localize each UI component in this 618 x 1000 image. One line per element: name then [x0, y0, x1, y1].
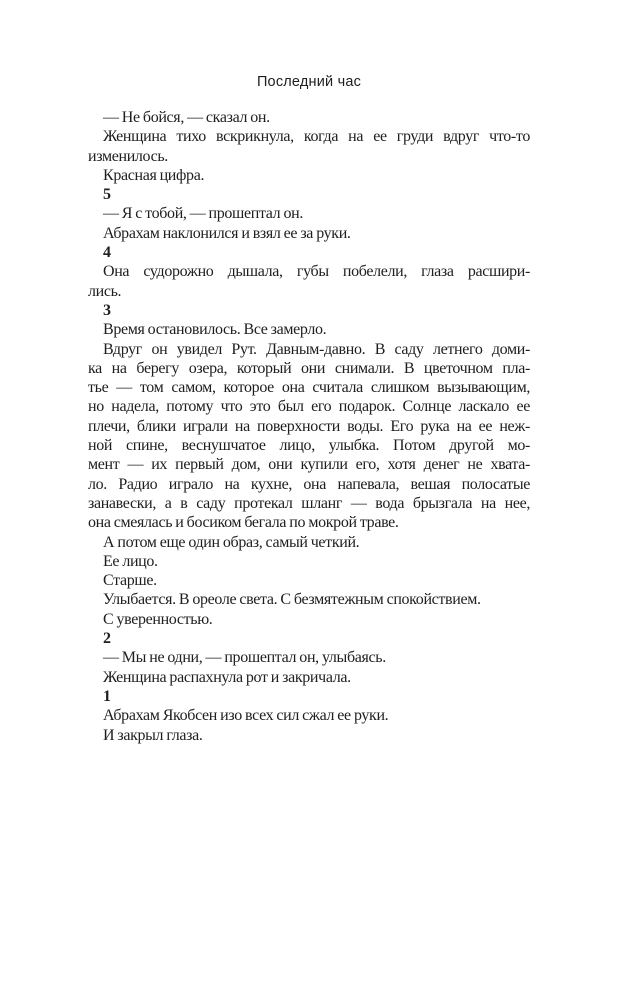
text-line: — Я с тобой, — прошептал он. [103, 205, 303, 223]
paragraph [88, 166, 530, 185]
text-line: 1 [103, 687, 111, 705]
text-line: изменилось. [88, 147, 168, 165]
countdown-number [88, 185, 530, 204]
text-line: Женщина распахнула рот и закричала. [103, 668, 351, 686]
text-line: Время остановилось. Все замерло. [103, 321, 327, 339]
paragraph [88, 204, 530, 223]
countdown-number [88, 301, 530, 320]
text-line: Женщина тихо вскрикнула, когда на ее груди вдруг что-то [103, 128, 530, 146]
text-line: плечи, блики играли на поверхности воды. Его рука на ее неж- [88, 417, 530, 435]
paragraph [88, 127, 530, 166]
paragraph [88, 571, 530, 590]
paragraph [88, 552, 530, 571]
text-line: Ее лицо. [103, 552, 158, 570]
paragraph [88, 224, 530, 243]
text-line: Абрахам Якобсен изо всех сил сжал ее руки. [103, 707, 389, 725]
text-line: ка на берегу озера, который они снимали. В цветочном пла- [88, 359, 530, 377]
paragraph [88, 590, 530, 609]
text-line: 5 [103, 186, 111, 204]
paragraph [88, 726, 530, 745]
text-line: Она судорожно дышала, губы побелели, глаза расшири- [103, 263, 530, 281]
text-line: Абрахам наклонился и взял ее за руки. [103, 224, 351, 242]
paragraph [88, 610, 530, 629]
text-line: 4 [103, 244, 111, 262]
text-line: она смеялась и босиком бегала по мокрой траве. [88, 514, 399, 532]
text-line: ной спине, веснушчатое лицо, улыбка. Потом другой мо- [88, 437, 530, 455]
countdown-number [88, 243, 530, 262]
text-line: Вдруг он увидел Рут. Давным-давно. В саду летнего доми- [103, 340, 530, 358]
running-header: Последний час [256, 74, 362, 90]
text-line: ло. Радио играло на кухне, она напевала, вешая полосатые [88, 475, 530, 493]
paragraph [88, 262, 530, 301]
text-line: — Мы не одни, — прошептал он, улыбаясь. [103, 649, 386, 667]
text-line: — Не бойся, — сказал он. [103, 109, 270, 126]
text-line: Старше. [103, 572, 157, 590]
text-line: С уверенностью. [103, 610, 213, 628]
text-line: Улыбается. В ореоле света. С безмятежным спокойствием. [103, 591, 481, 609]
paragraph [88, 706, 530, 725]
paragraph [88, 533, 530, 552]
page-body [88, 108, 530, 745]
text-line: И закрыл глаза. [103, 726, 203, 744]
text-line: лись. [88, 282, 122, 300]
paragraph [88, 340, 530, 533]
text-line: 2 [103, 630, 111, 648]
countdown-number [88, 687, 530, 706]
paragraph [88, 108, 530, 127]
paragraph [88, 668, 530, 687]
text-line: мент — их первый дом, они купили его, хотя денег не хвата- [88, 456, 530, 474]
text-line: 3 [103, 301, 111, 319]
paragraph [88, 320, 530, 339]
text-line: А потом еще один образ, самый четкий. [103, 533, 360, 551]
text-line: тье — том самом, которое она считала слишком вызывающим, [88, 379, 530, 397]
text-line: занавески, а в саду протекал шланг — вода брызгала на нее, [88, 494, 530, 512]
countdown-number [88, 629, 530, 648]
paragraph [88, 648, 530, 667]
text-line: но надела, потому что это был его подарок. Солнце ласкало ее [88, 398, 530, 416]
text-line: Красная цифра. [103, 166, 205, 184]
